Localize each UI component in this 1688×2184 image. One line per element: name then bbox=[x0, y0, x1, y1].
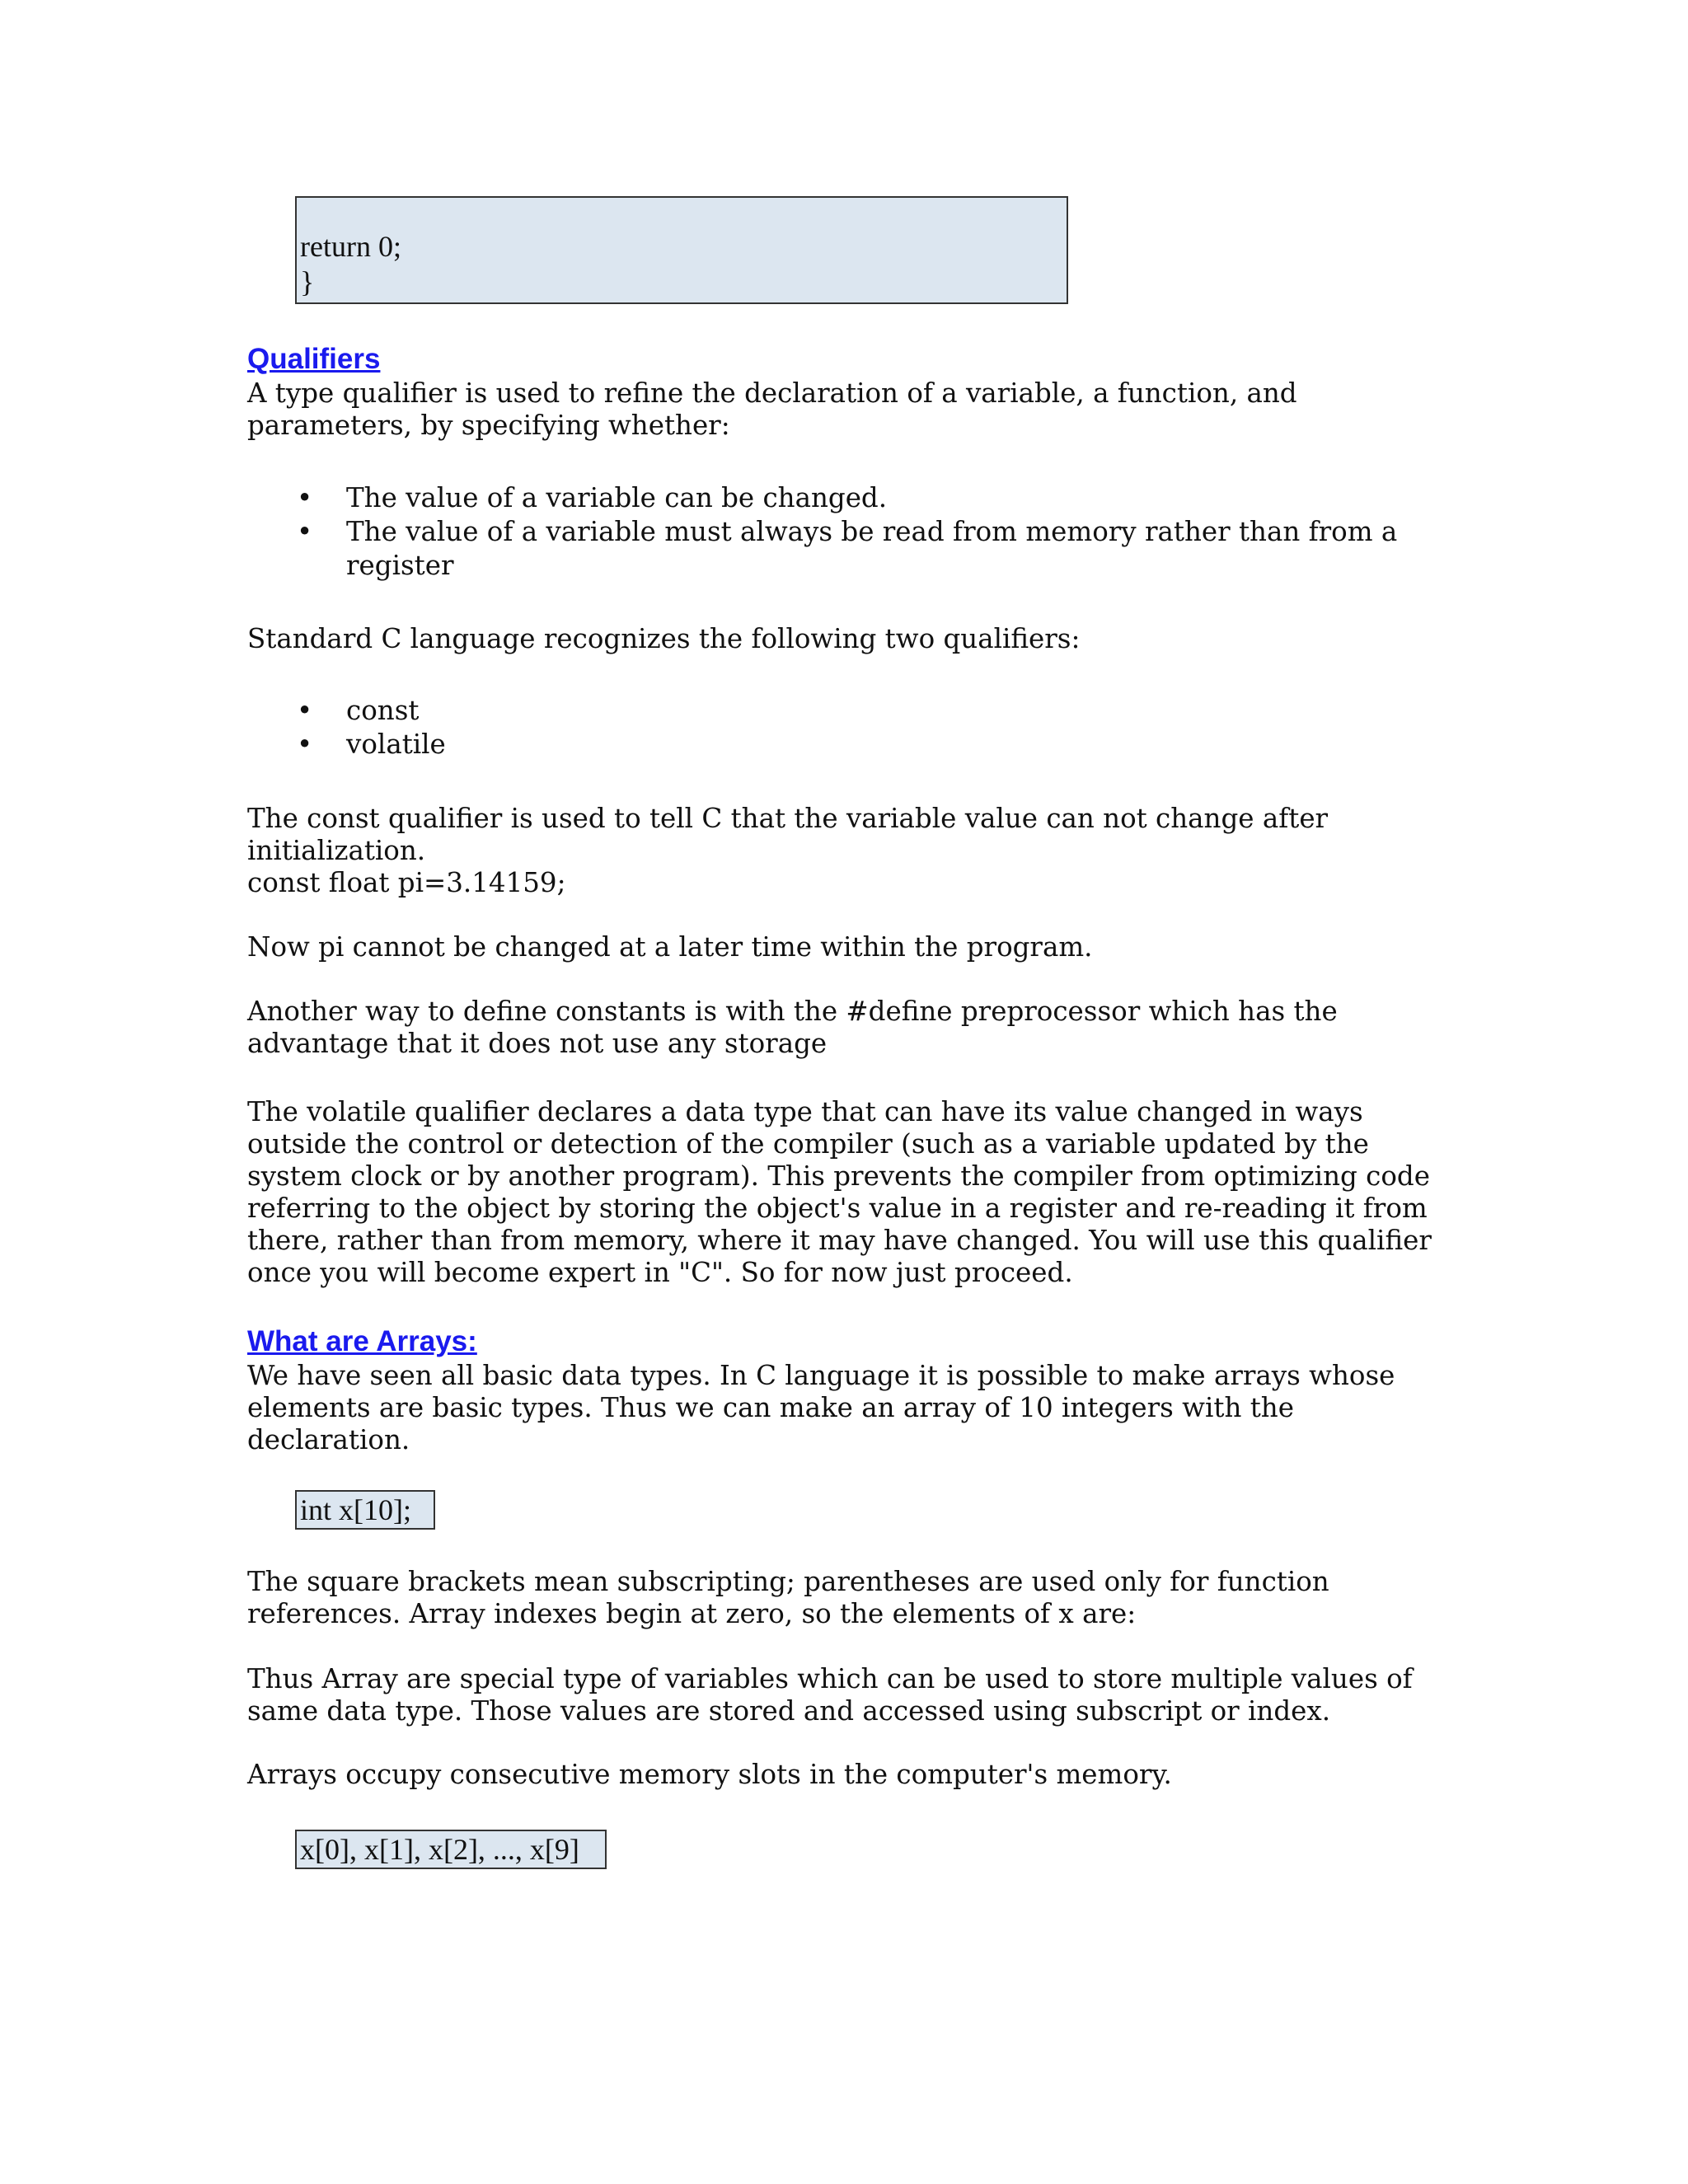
brackets-explanation: The square brackets mean subscripting; parentheses are used only for function references. Array indexes begin at zero, so the elements of x are: bbox=[247, 1566, 1329, 1629]
bullet-icon: • bbox=[297, 729, 313, 760]
pi-note: Now pi cannot be changed at a later time within the program. bbox=[247, 931, 1093, 963]
define-note: Another way to define constants is with the #define preprocessor which has the advantage that it does not use any storage bbox=[247, 996, 1338, 1059]
arrays-heading[interactable]: What are Arrays: bbox=[247, 1325, 477, 1357]
code-line: } bbox=[300, 265, 315, 298]
bullet-icon: • bbox=[297, 482, 313, 513]
qualifier-purpose-list bbox=[247, 481, 1434, 583]
code-block-declaration: int x[10]; bbox=[295, 1490, 435, 1530]
code-block-elements: x[0], x[1], x[2], ..., x[9] bbox=[295, 1830, 607, 1869]
list-item: • const bbox=[297, 695, 420, 726]
arrays-intro: We have seen all basic data types. In C language it is possible to make arrays whose elements are basic types. Thus we can make an array of 10 integers with the declaration. bbox=[247, 1360, 1395, 1455]
volatile-description: The volatile qualifier declares a data type that can have its value changed in ways outside the control or detection of the compiler (such as a variable updated by the system clock or by another program). This prevents the compiler from optimizing code referring to the object by storing the object's value in a register and re-reading it from there, rather than from memory, where it may have changed. You will use this qualifier once you will become expert in "C". So for now just proceed. bbox=[247, 1096, 1432, 1288]
const-example: const float pi=3.14159; bbox=[247, 867, 566, 898]
bullet-icon: • bbox=[297, 695, 313, 726]
arrays-special-note: Thus Array are special type of variables which can be used to store multiple values of same data type. Those values are stored and accessed using subscript or index. bbox=[247, 1663, 1413, 1727]
list-item: • The value of a variable can be changed. bbox=[297, 482, 888, 513]
const-description: The const qualifier is used to tell C that the variable value can not change after initialization. bbox=[247, 803, 1329, 866]
qualifier-names-list bbox=[247, 694, 1434, 762]
qualifiers-intro: A type qualifier is used to refine the declaration of a variable, a function, and parameters, by specifying whether: bbox=[247, 377, 1297, 441]
standard-qualifiers-text: Standard C language recognizes the following two qualifiers: bbox=[247, 623, 1081, 654]
code-line: return 0; bbox=[300, 230, 401, 263]
arrays-memory-note: Arrays occupy consecutive memory slots in the computer's memory. bbox=[247, 1759, 1172, 1790]
list-item: • volatile bbox=[297, 729, 446, 760]
bullet-icon: • bbox=[297, 516, 313, 547]
code-block-return bbox=[295, 196, 1068, 304]
list-item: • The value of a variable must always be read from memory rather than from a register bbox=[297, 516, 1398, 581]
qualifiers-heading[interactable]: Qualifiers bbox=[247, 343, 381, 375]
